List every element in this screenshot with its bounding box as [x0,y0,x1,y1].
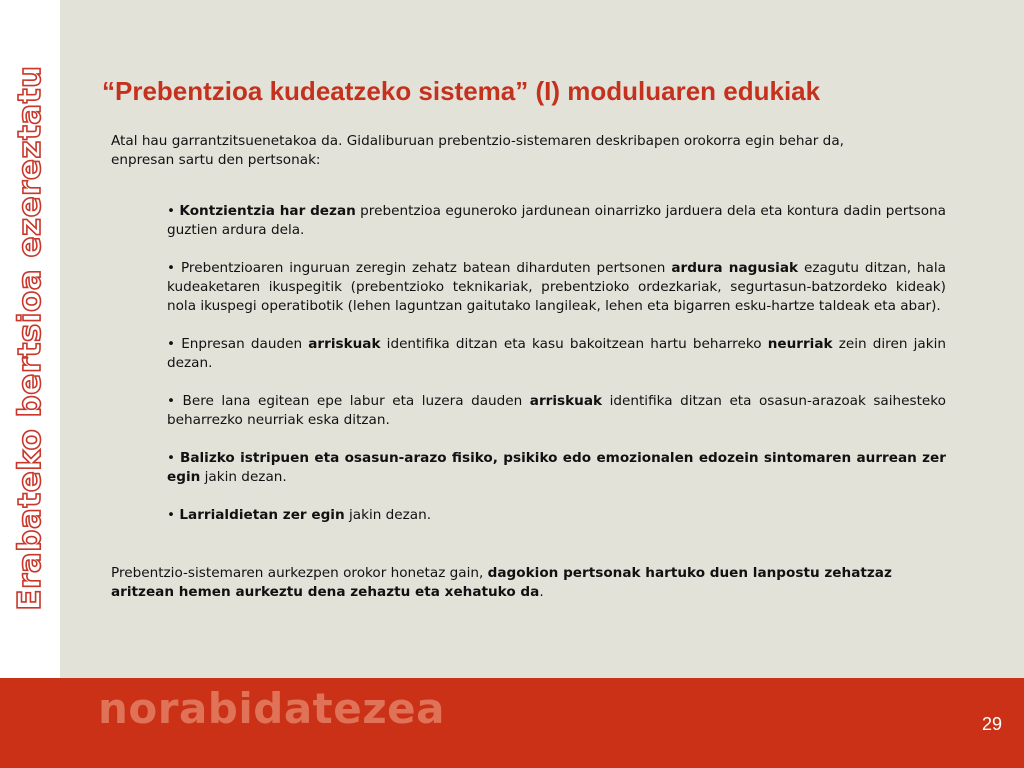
bullet-bold: Kontzientzia har dezan [179,203,356,219]
slide-title: “Prebentzioa kudeatzeko sistema” (I) moduluaren edukiak [102,76,821,106]
bullet-text: identifika ditzan eta osasun-arazoak saihesteko beharrezko neurriak eska ditzan. [167,393,946,428]
bullet-text: Bere lana egitean epe labur eta luzera dauden [182,393,530,409]
bullet-bold: arriskuak [529,393,603,409]
bullet-item [167,259,946,316]
bullet-item [167,449,946,487]
bullet-marker: • [167,450,176,466]
closing-text: Prebentzio-sistemaren aurkezpen orokor honetaz gain, [111,565,488,581]
bullet-bold: neurriak [767,336,833,352]
bullet-text: jakin dezan. [200,469,287,485]
bullet-text: ezagutu ditzan, hala kudeaketaren ikuspegitik (prebentzioko teknikariak, prebentzioko ordezkariak, segurtasun-batzordeko kideak) nola ikuspegi operatibotik (lehen laguntzan gaitutako langileak, lehen eta bigarren esku-hartze taldeak eta abar). [167,260,946,314]
bullet-text: Enpresan dauden [181,336,309,352]
bullet-marker: • [167,260,176,276]
bullet-text: identifika ditzan eta kasu bakoitzean hartu beharreko [380,336,768,352]
intro-paragraph: Atal hau garrantzitsuenetakoa da. Gidaliburuan prebentzio-sistemaren deskribapen orokorra egin behar da, enpresan sartu den pertsonak: [111,133,844,168]
bullet-bold: arriskuak [308,336,381,352]
bullet-bold: Balizko istripuen eta osasun-arazo fisiko, psikiko edo emozionalen edozein sintomaren aurrean zer egin [167,450,946,485]
brand-logo: norabidatezea [98,684,446,733]
footer-bar [0,678,1024,768]
bullet-bold: Larrialdietan zer egin [179,507,345,523]
bullet-marker: • [167,393,176,409]
content-panel [60,0,1024,678]
bullet-item [167,506,946,525]
bullet-item [167,335,946,373]
bullet-text: Prebentzioaren inguruan zeregin zehatz batean diharduten pertsonen [180,260,672,276]
bullet-text: jakin dezan. [344,507,432,523]
bullet-item [167,392,946,430]
page-number: 29 [981,714,1002,734]
bullet-text: prebentzioa eguneroko jardunean oinarrizko jarduera dela eta kontura dadin pertsona guztien ardura dela. [167,203,946,238]
bullet-marker: • [167,507,176,523]
bullet-marker: • [167,203,176,219]
side-strip [0,0,60,678]
bullet-item [167,202,946,240]
bullet-list [167,202,946,525]
bullet-marker: • [167,336,176,352]
bullet-text: zein diren jakin dezan. [167,336,946,371]
closing-text-end: . [539,584,544,600]
closing-paragraph [111,564,931,602]
closing-bold: dagokion pertsonak hartuko duen lanpostu zehatzaz aritzean hemen aurkeztu dena zehaztu eta xehatuko da [111,565,892,600]
bullet-bold: ardura nagusiak [671,260,799,276]
side-label: Erabateko bertsioa ezereztatu [12,65,48,611]
